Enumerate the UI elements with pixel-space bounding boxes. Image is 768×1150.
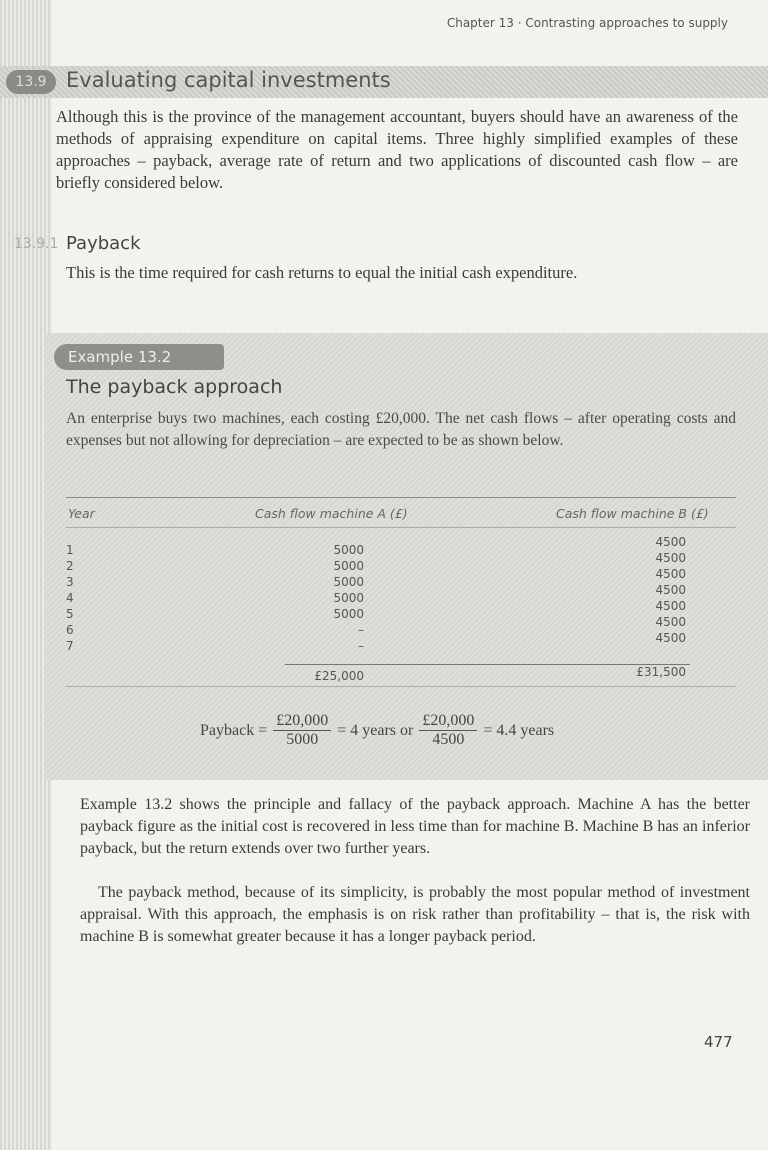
fraction-b	[419, 712, 477, 749]
total-machine-a: £25,000	[314, 669, 364, 683]
machine-a-cell: 5000	[333, 591, 364, 605]
table-header-rule	[66, 527, 736, 528]
year-cell: 6	[66, 623, 74, 637]
subsection-number: 13.9.1	[14, 236, 59, 252]
example-title: The payback approach	[66, 376, 283, 398]
header-machine-a: Cash flow machine A (£)	[255, 506, 408, 521]
example-body: An enterprise buys two machines, each costing £20,000. The net cash flows – after operating costs and expenses but not allowing for depreciation – are expected to be as shown below.	[66, 410, 736, 449]
machine-b-cell: 4500	[655, 535, 686, 549]
year-cell: 2	[66, 559, 74, 573]
fraction-b-result: = 4.4 years	[483, 721, 555, 739]
machine-a-cell: 5000	[333, 543, 364, 557]
fraction-a	[273, 712, 331, 749]
running-head: Chapter 13 · Contrasting approaches to supply	[446, 16, 728, 30]
fraction-a-denominator: 5000	[286, 731, 319, 748]
machine-a-cell: –	[358, 623, 364, 637]
machine-a-cell: –	[358, 639, 364, 653]
year-column	[66, 542, 74, 654]
machine-b-column	[640, 534, 686, 646]
machine-b-cell: 4500	[655, 567, 686, 581]
table-bottom-rule	[66, 686, 736, 687]
fraction-a-numerator: £20,000	[273, 712, 331, 731]
machine-a-cell: 5000	[333, 607, 364, 621]
year-cell: 5	[66, 607, 74, 621]
section-body: Although this is the province of the management accountant, buyers should have an awareness of the methods of appraising expenditure on capital items. Three highly simplified examples of these approaches – payback, average rate of return and two applications of discounted cash flow – are briefly considered below.	[56, 107, 738, 192]
machine-b-cell: 4500	[655, 551, 686, 565]
header-year: Year	[68, 506, 95, 521]
section-title: Evaluating capital investments	[66, 68, 391, 92]
machine-a-cell: 5000	[333, 575, 364, 589]
year-cell: 3	[66, 575, 74, 589]
machine-a-cell: 5000	[333, 559, 364, 573]
payback-formula	[200, 712, 554, 749]
page-number: 477	[704, 1033, 733, 1051]
fraction-a-result: = 4 years or	[337, 721, 414, 739]
table-top-rule	[66, 497, 736, 498]
section-number: 13.9	[6, 70, 56, 94]
example-label: Example 13.2	[54, 344, 224, 370]
machine-b-cell: 4500	[655, 631, 686, 645]
machine-b-cell: 4500	[655, 615, 686, 629]
header-machine-b: Cash flow machine B (£)	[556, 506, 709, 521]
subsection-body: This is the time required for cash returns to equal the initial cash expenditure.	[66, 263, 578, 282]
formula-label: Payback =	[200, 721, 268, 739]
machine-b-cell: 4500	[655, 599, 686, 613]
closing-paragraph-1: Example 13.2 shows the principle and fallacy of the payback approach. Machine A has the better payback figure as the initial cost is recovered in less time than for machine B. Machine B has an inferior payback, but the return extends over two further years.	[80, 796, 750, 857]
fraction-b-denominator: 4500	[432, 731, 465, 748]
year-cell: 4	[66, 591, 74, 605]
total-machine-b: £31,500	[636, 665, 686, 679]
closing-paragraph-2: The payback method, because of its simplicity, is probably the most popular method of investment appraisal. With this approach, the emphasis is on risk rather than profitability – that is, the risk with machine B is somewhat greater because it has a longer payback period.	[80, 884, 750, 945]
fraction-b-numerator: £20,000	[419, 712, 477, 731]
machine-a-column	[318, 542, 364, 654]
subsection-title: Payback	[66, 233, 141, 254]
year-cell: 1	[66, 543, 74, 557]
machine-b-cell: 4500	[655, 583, 686, 597]
year-cell: 7	[66, 639, 74, 653]
